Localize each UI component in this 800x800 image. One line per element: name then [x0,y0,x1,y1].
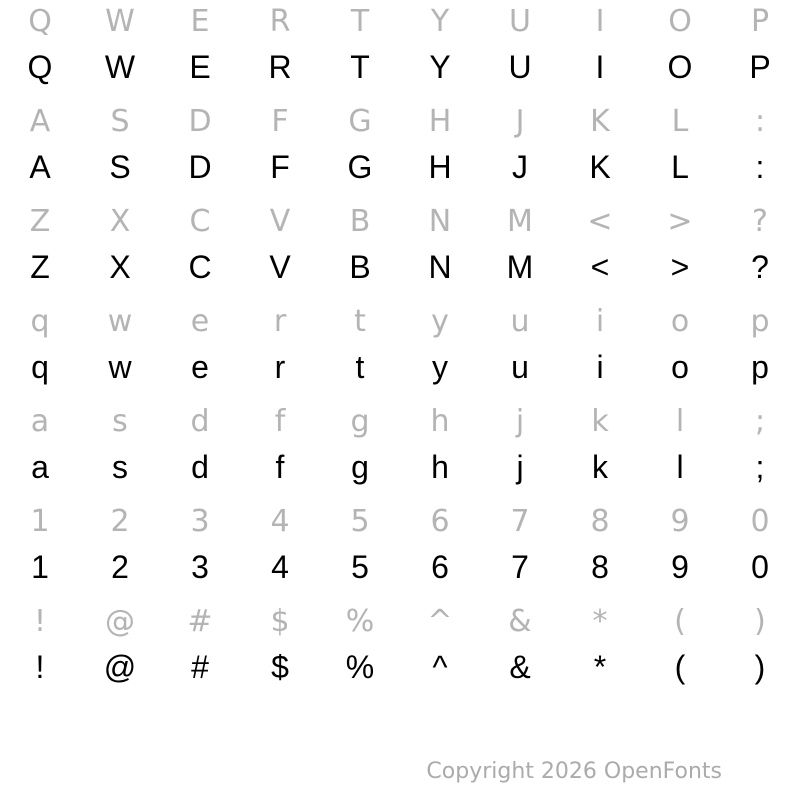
glyph-cell: P [749,48,771,85]
glyph-cell: I [595,48,605,85]
glyph-cell: o [670,303,690,339]
glyph-cell: K [590,103,610,139]
glyph-cell: 6 [430,503,450,539]
glyph-cell: Q [27,48,53,85]
glyph-cell: $ [270,603,290,639]
glyph-cell: 9 [670,503,690,539]
glyph-cell: H [428,103,452,139]
glyph-cell: A [29,103,51,139]
glyph-cell: 7 [511,548,529,585]
glyph-cell: 5 [351,548,369,585]
glyph-cell: E [190,3,210,39]
glyph-cell: F [270,148,290,185]
glyph-cell: S [110,103,130,139]
glyph-cell: E [189,48,211,85]
glyph-cell: i [595,303,605,339]
glyph-cell: u [510,303,530,339]
glyph-cell: w [108,348,132,385]
glyph-cell: ) [754,648,766,685]
glyph-cell: @ [105,603,135,639]
glyph-row-specimen [0,644,800,690]
glyph-cell: 1 [31,548,49,585]
glyph-row-specimen [0,244,800,290]
glyph-cell: d [191,448,209,485]
glyph-cell: s [112,448,128,485]
glyph-cell: C [188,248,212,285]
glyph-cell: H [428,148,452,185]
glyph-cell: L [671,148,689,185]
glyph-cell: e [191,348,209,385]
glyph-cell: S [109,148,131,185]
glyph-cell: 0 [750,503,770,539]
glyph-cell: s [112,403,128,439]
glyph-cell: f [274,403,286,439]
glyph-cell: W [104,48,136,85]
glyph-cell: h [431,448,449,485]
glyph-cell: R [268,48,292,85]
glyph-cell: % [345,648,375,685]
glyph-cell: q [31,348,49,385]
glyph-cell: l [675,403,685,439]
glyph-cell: r [273,303,287,339]
glyph-cell: Z [30,248,50,285]
glyph-cell: @ [103,648,137,685]
glyph-cell: k [592,448,608,485]
glyph-cell: G [347,148,373,185]
copyright-text: Copyright 2026 OpenFonts [426,759,722,784]
glyph-cell: I [595,3,605,39]
glyph-cell: # [187,603,213,639]
glyph-cell: U [509,3,531,39]
glyph-cell: $ [271,648,289,685]
glyph-cell: & [509,648,531,685]
glyph-cell: R [269,3,291,39]
glyph-cell: N [428,203,452,239]
glyph-cell: Q [28,3,52,39]
glyph-cell: e [190,303,210,339]
glyph-cell: Z [29,203,51,239]
glyph-cell: : [755,148,765,185]
glyph-cell: y [432,348,448,385]
glyph-cell: K [589,148,611,185]
glyph-cell: p [750,303,770,339]
glyph-cell: q [30,303,50,339]
glyph-row-specimen [0,444,800,490]
glyph-cell: A [29,148,51,185]
glyph-cell: i [596,348,604,385]
glyph-cell: a [30,403,50,439]
glyph-cell: W [105,3,135,39]
glyph-cell: t [354,303,366,339]
glyph-cell: 5 [350,503,370,539]
glyph-cell: 7 [510,503,530,539]
glyph-row-specimen [0,144,800,190]
glyph-cell: ) [754,603,766,639]
glyph-cell: D [188,103,212,139]
glyph-cell: 2 [111,548,129,585]
glyph-cell: U [508,48,532,85]
glyph-cell: j [515,403,525,439]
glyph-cell: j [516,448,524,485]
glyph-cell: ; [755,448,765,485]
glyph-cell: J [512,148,528,185]
glyph-cell: a [31,448,49,485]
glyph-row-reference [0,298,800,344]
glyph-cell: O [668,3,692,39]
glyph-cell: o [671,348,689,385]
glyph-cell: # [191,648,209,685]
glyph-cell: Y [430,3,450,39]
glyph-cell: 3 [191,548,209,585]
glyph-cell: k [591,403,609,439]
glyph-cell: y [431,303,449,339]
glyph-cell: N [428,248,452,285]
glyph-cell: B [349,248,371,285]
glyph-cell: 9 [671,548,689,585]
glyph-cell: 0 [751,548,769,585]
glyph-cell: t [355,348,365,385]
glyph-row-specimen [0,544,800,590]
glyph-cell: 4 [270,503,290,539]
glyph-cell: ; [754,403,766,439]
glyph-cell: M [507,203,533,239]
glyph-cell: 1 [30,503,50,539]
glyph-cell: ? [751,248,769,285]
glyph-cell: F [271,103,289,139]
glyph-cell: f [275,448,285,485]
glyph-cell: p [751,348,769,385]
glyph-cell: * [592,603,608,639]
glyph-row-reference [0,398,800,444]
glyph-cell: ? [752,203,768,239]
glyph-cell: T [350,3,370,39]
glyph-cell: h [430,403,450,439]
glyph-cell: M [506,248,534,285]
glyph-row-reference [0,198,800,244]
glyph-cell: % [345,603,375,639]
glyph-cell: l [676,448,684,485]
glyph-cell: * [593,648,607,685]
glyph-row-specimen [0,44,800,90]
glyph-cell: > [667,203,693,239]
glyph-row-reference [0,0,800,44]
glyph-cell: g [350,403,370,439]
glyph-cell: 8 [591,548,609,585]
glyph-cell: r [274,348,286,385]
glyph-cell: V [269,248,291,285]
glyph-cell: D [188,148,212,185]
glyph-cell: T [350,48,370,85]
glyph-cell: < [590,248,610,285]
glyph-cell: d [190,403,210,439]
glyph-cell: V [269,203,291,239]
glyph-cell: Y [429,48,451,85]
glyph-cell: g [351,448,369,485]
glyph-row-reference [0,98,800,144]
glyph-cell: X [109,248,131,285]
glyph-cell: 2 [110,503,130,539]
glyph-cell: ( [674,603,686,639]
glyph-cell: J [515,103,525,139]
glyph-cell: G [348,103,372,139]
glyph-cell: C [189,203,211,239]
glyph-cell: > [670,248,690,285]
glyph-cell: & [508,603,532,639]
glyph-cell: 6 [431,548,449,585]
glyph-row-specimen [0,344,800,390]
glyph-cell: u [511,348,529,385]
glyph-cell: P [750,3,770,39]
glyph-cell: < [587,203,613,239]
glyph-cell: ^ [427,603,453,639]
glyph-cell: ^ [432,648,448,685]
glyph-row-reference [0,598,800,644]
glyph-cell: w [107,303,133,339]
glyph-cell: 4 [271,548,289,585]
glyph-row-reference [0,498,800,544]
glyph-cell: ! [33,603,47,639]
glyph-cell: 3 [190,503,210,539]
glyph-cell: O [667,48,693,85]
glyph-cell: X [109,203,131,239]
glyph-cell: ( [674,648,686,685]
glyph-cell: B [349,203,371,239]
glyph-cell: L [671,103,689,139]
glyph-cell: : [754,103,766,139]
glyph-cell: 8 [590,503,610,539]
glyph-cell: ! [35,648,45,685]
